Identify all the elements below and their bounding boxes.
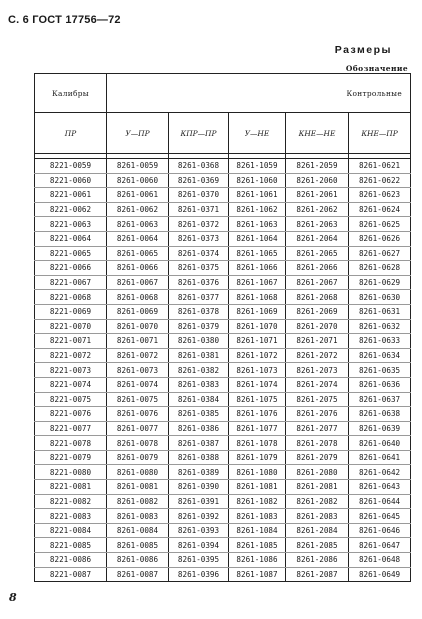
page-header: С. 6 ГОСТ 17756—72 xyxy=(8,14,121,26)
control-group-header: Контрольные xyxy=(107,74,411,113)
table-cell: 8261-2068 xyxy=(286,290,349,305)
table-cell: 8221-0070 xyxy=(35,319,107,334)
table-row xyxy=(35,465,411,480)
table-cell: 8261-0635 xyxy=(349,363,411,378)
table-cell: 8261-0374 xyxy=(169,246,229,261)
page-number: 8 xyxy=(9,591,17,604)
table-cell: 8261-0647 xyxy=(349,538,411,553)
table-cell: 8261-0083 xyxy=(107,509,169,524)
column-header-pr: ПР xyxy=(35,113,107,154)
table-cell: 8261-2073 xyxy=(286,363,349,378)
table-row xyxy=(35,363,411,378)
table-cell: 8261-1061 xyxy=(229,188,286,203)
table-cell: 8261-0636 xyxy=(349,377,411,392)
table-cell: 8261-0372 xyxy=(169,217,229,232)
table-cell: 8261-0085 xyxy=(107,538,169,553)
table-cell: 8261-0624 xyxy=(349,202,411,217)
table-cell: 8261-0645 xyxy=(349,509,411,524)
table-cell: 8261-1077 xyxy=(229,421,286,436)
table-cell: 8261-2070 xyxy=(286,319,349,334)
table-cell: 8221-0073 xyxy=(35,363,107,378)
table-cell: 8261-1063 xyxy=(229,217,286,232)
table-cell: 8261-0634 xyxy=(349,348,411,363)
table-cell: 8261-2060 xyxy=(286,173,349,188)
table-cell: 8261-2072 xyxy=(286,348,349,363)
table-cell: 8261-1062 xyxy=(229,202,286,217)
table-cell: 8261-0071 xyxy=(107,334,169,349)
table-cell: 8261-0376 xyxy=(169,275,229,290)
table-row xyxy=(35,202,411,217)
table-cell: 8261-1076 xyxy=(229,407,286,422)
table-cell: 8261-1060 xyxy=(229,173,286,188)
table-cell: 8261-1073 xyxy=(229,363,286,378)
column-header-kne-pr: КНЕ—ПР xyxy=(349,113,411,154)
table-cell: 8221-0078 xyxy=(35,436,107,451)
table-cell: 8261-0369 xyxy=(169,173,229,188)
table-cell: 8261-1084 xyxy=(229,523,286,538)
table-cell: 8261-2083 xyxy=(286,509,349,524)
table-cell: 8261-1082 xyxy=(229,494,286,509)
table-cell: 8261-0063 xyxy=(107,217,169,232)
table-cell: 8261-0385 xyxy=(169,407,229,422)
column-header-kne-ne: КНЕ—НЕ xyxy=(286,113,349,154)
table-cell: 8221-0072 xyxy=(35,348,107,363)
table-cell: 8261-0065 xyxy=(107,246,169,261)
table-cell: 8221-0076 xyxy=(35,407,107,422)
table-cell: 8261-1080 xyxy=(229,465,286,480)
table-cell: 8261-0075 xyxy=(107,392,169,407)
table-cell: 8261-0629 xyxy=(349,275,411,290)
table-row xyxy=(35,334,411,349)
table-cell: 8261-0067 xyxy=(107,275,169,290)
table-cell: 8261-2061 xyxy=(286,188,349,203)
table-cell: 8261-0378 xyxy=(169,304,229,319)
table-cell: 8261-2075 xyxy=(286,392,349,407)
table-cell: 8261-2084 xyxy=(286,523,349,538)
table-cell: 8261-2082 xyxy=(286,494,349,509)
table-row xyxy=(35,509,411,524)
table-cell: 8261-2076 xyxy=(286,407,349,422)
table-cell: 8261-1064 xyxy=(229,231,286,246)
table-row xyxy=(35,494,411,509)
table-cell: 8261-0386 xyxy=(169,421,229,436)
table-cell: 8261-2065 xyxy=(286,246,349,261)
table-cell: 8261-0649 xyxy=(349,567,411,582)
table-cell: 8261-0061 xyxy=(107,188,169,203)
table-cell: 8261-0062 xyxy=(107,202,169,217)
table-cell: 8261-0074 xyxy=(107,377,169,392)
table-cell: 8261-0626 xyxy=(349,231,411,246)
table-cell: 8261-0064 xyxy=(107,231,169,246)
table-body xyxy=(35,154,411,582)
table-cell: 8261-0395 xyxy=(169,553,229,568)
table-cell: 8261-1071 xyxy=(229,334,286,349)
table-cell: 8221-0059 xyxy=(35,159,107,174)
column-header-kpr-pr: КПР—ПР xyxy=(169,113,229,154)
table-row xyxy=(35,275,411,290)
table-cell: 8221-0083 xyxy=(35,509,107,524)
table-cell: 8261-1075 xyxy=(229,392,286,407)
table-cell: 8261-0382 xyxy=(169,363,229,378)
table-cell: 8261-0628 xyxy=(349,261,411,276)
table-cell: 8261-2086 xyxy=(286,553,349,568)
table-cell: 8261-0622 xyxy=(349,173,411,188)
table-cell: 8261-1069 xyxy=(229,304,286,319)
table-row xyxy=(35,480,411,495)
table-cell: 8221-0084 xyxy=(35,523,107,538)
table-row xyxy=(35,421,411,436)
table-cell: 8261-0630 xyxy=(349,290,411,305)
table-row xyxy=(35,290,411,305)
table-row xyxy=(35,538,411,553)
column-header-u-ne: У—НЕ xyxy=(229,113,286,154)
table-cell: 8261-1074 xyxy=(229,377,286,392)
table-row xyxy=(35,436,411,451)
table-cell: 8261-0060 xyxy=(107,173,169,188)
table-cell: 8261-1086 xyxy=(229,553,286,568)
table-cell: 8221-0065 xyxy=(35,246,107,261)
table-cell: 8261-1066 xyxy=(229,261,286,276)
table-cell: 8221-0077 xyxy=(35,421,107,436)
table-cell: 8261-0379 xyxy=(169,319,229,334)
table-cell: 8261-0068 xyxy=(107,290,169,305)
table-cell: 8261-0080 xyxy=(107,465,169,480)
table-cell: 8261-2067 xyxy=(286,275,349,290)
gauge-designation-table xyxy=(34,73,411,582)
table-cell: 8221-0081 xyxy=(35,480,107,495)
table-cell: 8261-0059 xyxy=(107,159,169,174)
table-cell: 8261-0391 xyxy=(169,494,229,509)
table-cell: 8221-0086 xyxy=(35,553,107,568)
table-row xyxy=(35,319,411,334)
table-cell: 8261-0637 xyxy=(349,392,411,407)
table-cell: 8261-0389 xyxy=(169,465,229,480)
table-cell: 8261-0375 xyxy=(169,261,229,276)
table-cell: 8261-2062 xyxy=(286,202,349,217)
table-cell: 8261-0621 xyxy=(349,159,411,174)
designation-label: Обозначение xyxy=(345,64,408,73)
table-cell: 8261-0373 xyxy=(169,231,229,246)
table-cell: 8261-1067 xyxy=(229,275,286,290)
table-cell: 8261-2079 xyxy=(286,450,349,465)
table-cell: 8261-0638 xyxy=(349,407,411,422)
table-cell: 8221-0060 xyxy=(35,173,107,188)
table-cell: 8221-0087 xyxy=(35,567,107,582)
table-row xyxy=(35,567,411,582)
table-row xyxy=(35,246,411,261)
table-cell: 8261-1087 xyxy=(229,567,286,582)
table-cell: 8261-0642 xyxy=(349,465,411,480)
table-cell: 8261-0077 xyxy=(107,421,169,436)
table-row xyxy=(35,523,411,538)
table-cell: 8261-0632 xyxy=(349,319,411,334)
table-cell: 8261-0371 xyxy=(169,202,229,217)
table-cell: 8221-0063 xyxy=(35,217,107,232)
table-cell: 8261-0394 xyxy=(169,538,229,553)
table-cell: 8261-0082 xyxy=(107,494,169,509)
table-cell: 8221-0068 xyxy=(35,290,107,305)
table-cell: 8221-0085 xyxy=(35,538,107,553)
table-cell: 8261-0087 xyxy=(107,567,169,582)
table-cell: 8261-1085 xyxy=(229,538,286,553)
table-cell: 8261-2064 xyxy=(286,231,349,246)
table-cell: 8261-0072 xyxy=(107,348,169,363)
table-cell: 8221-0074 xyxy=(35,377,107,392)
table-cell: 8261-0627 xyxy=(349,246,411,261)
table-cell: 8261-2069 xyxy=(286,304,349,319)
table-cell: 8261-0076 xyxy=(107,407,169,422)
table-cell: 8261-0633 xyxy=(349,334,411,349)
table-cell: 8261-0078 xyxy=(107,436,169,451)
table-cell: 8261-0648 xyxy=(349,553,411,568)
table-cell: 8261-2078 xyxy=(286,436,349,451)
table-row xyxy=(35,173,411,188)
table-cell: 8261-1068 xyxy=(229,290,286,305)
table-row xyxy=(35,188,411,203)
table-cell: 8261-0388 xyxy=(169,450,229,465)
table-cell: 8261-0623 xyxy=(349,188,411,203)
table-cell: 8261-2059 xyxy=(286,159,349,174)
table-cell: 8261-1070 xyxy=(229,319,286,334)
table-cell: 8261-0631 xyxy=(349,304,411,319)
table-cell: 8261-0070 xyxy=(107,319,169,334)
table-cell: 8261-0384 xyxy=(169,392,229,407)
table-row xyxy=(35,407,411,422)
table-cell: 8261-0396 xyxy=(169,567,229,582)
table-cell: 8261-0377 xyxy=(169,290,229,305)
table-cell: 8221-0079 xyxy=(35,450,107,465)
table-cell: 8261-1072 xyxy=(229,348,286,363)
table-cell: 8261-0073 xyxy=(107,363,169,378)
table-cell: 8221-0075 xyxy=(35,392,107,407)
table-row xyxy=(35,450,411,465)
table-row xyxy=(35,348,411,363)
table-cell: 8221-0071 xyxy=(35,334,107,349)
table-cell: 8261-0641 xyxy=(349,450,411,465)
table-cell: 8221-0066 xyxy=(35,261,107,276)
table-cell: 8261-0079 xyxy=(107,450,169,465)
table-cell: 8261-0644 xyxy=(349,494,411,509)
table-cell: 8261-0084 xyxy=(107,523,169,538)
table-cell: 8261-2077 xyxy=(286,421,349,436)
table-cell: 8261-2085 xyxy=(286,538,349,553)
column-header-u-pr: У—ПР xyxy=(107,113,169,154)
table-row xyxy=(35,553,411,568)
table-cell: 8261-1078 xyxy=(229,436,286,451)
table-cell: 8261-0081 xyxy=(107,480,169,495)
table-cell: 8261-0086 xyxy=(107,553,169,568)
table-row xyxy=(35,261,411,276)
table-cell: 8261-0646 xyxy=(349,523,411,538)
table-cell: 8221-0064 xyxy=(35,231,107,246)
table-row xyxy=(35,217,411,232)
table-cell: 8261-1079 xyxy=(229,450,286,465)
table-cell: 8261-0381 xyxy=(169,348,229,363)
table-cell: 8261-0640 xyxy=(349,436,411,451)
table-cell: 8261-2071 xyxy=(286,334,349,349)
table-cell: 8261-2074 xyxy=(286,377,349,392)
caliber-group-header: Калибры xyxy=(35,74,107,113)
table-cell: 8221-0067 xyxy=(35,275,107,290)
table-cell: 8261-0392 xyxy=(169,509,229,524)
table-cell: 8261-2081 xyxy=(286,480,349,495)
table-cell: 8261-1065 xyxy=(229,246,286,261)
table-cell: 8221-0061 xyxy=(35,188,107,203)
table-cell: 8261-0370 xyxy=(169,188,229,203)
table-cell: 8261-1083 xyxy=(229,509,286,524)
table-row xyxy=(35,231,411,246)
table-cell: 8261-2066 xyxy=(286,261,349,276)
table-row xyxy=(35,159,411,174)
table-cell: 8221-0062 xyxy=(35,202,107,217)
table-cell: 8221-0069 xyxy=(35,304,107,319)
table-row xyxy=(35,377,411,392)
table-cell: 8261-0643 xyxy=(349,480,411,495)
table-cell: 8261-0066 xyxy=(107,261,169,276)
table-cell: 8261-0387 xyxy=(169,436,229,451)
table-cell: 8261-1081 xyxy=(229,480,286,495)
table-row xyxy=(35,392,411,407)
table-cell: 8261-0383 xyxy=(169,377,229,392)
table-cell: 8261-0625 xyxy=(349,217,411,232)
table-cell: 8261-0393 xyxy=(169,523,229,538)
table-cell: 8261-2080 xyxy=(286,465,349,480)
table-cell: 8261-0639 xyxy=(349,421,411,436)
table-row xyxy=(35,304,411,319)
section-title: Размеры xyxy=(334,44,392,56)
table-cell: 8261-1059 xyxy=(229,159,286,174)
table-cell: 8261-0380 xyxy=(169,334,229,349)
table-cell: 8261-2063 xyxy=(286,217,349,232)
table-cell: 8261-0390 xyxy=(169,480,229,495)
table-cell: 8261-0069 xyxy=(107,304,169,319)
table-cell: 8221-0082 xyxy=(35,494,107,509)
table-cell: 8221-0080 xyxy=(35,465,107,480)
table-cell: 8261-2087 xyxy=(286,567,349,582)
table-cell: 8261-0368 xyxy=(169,159,229,174)
